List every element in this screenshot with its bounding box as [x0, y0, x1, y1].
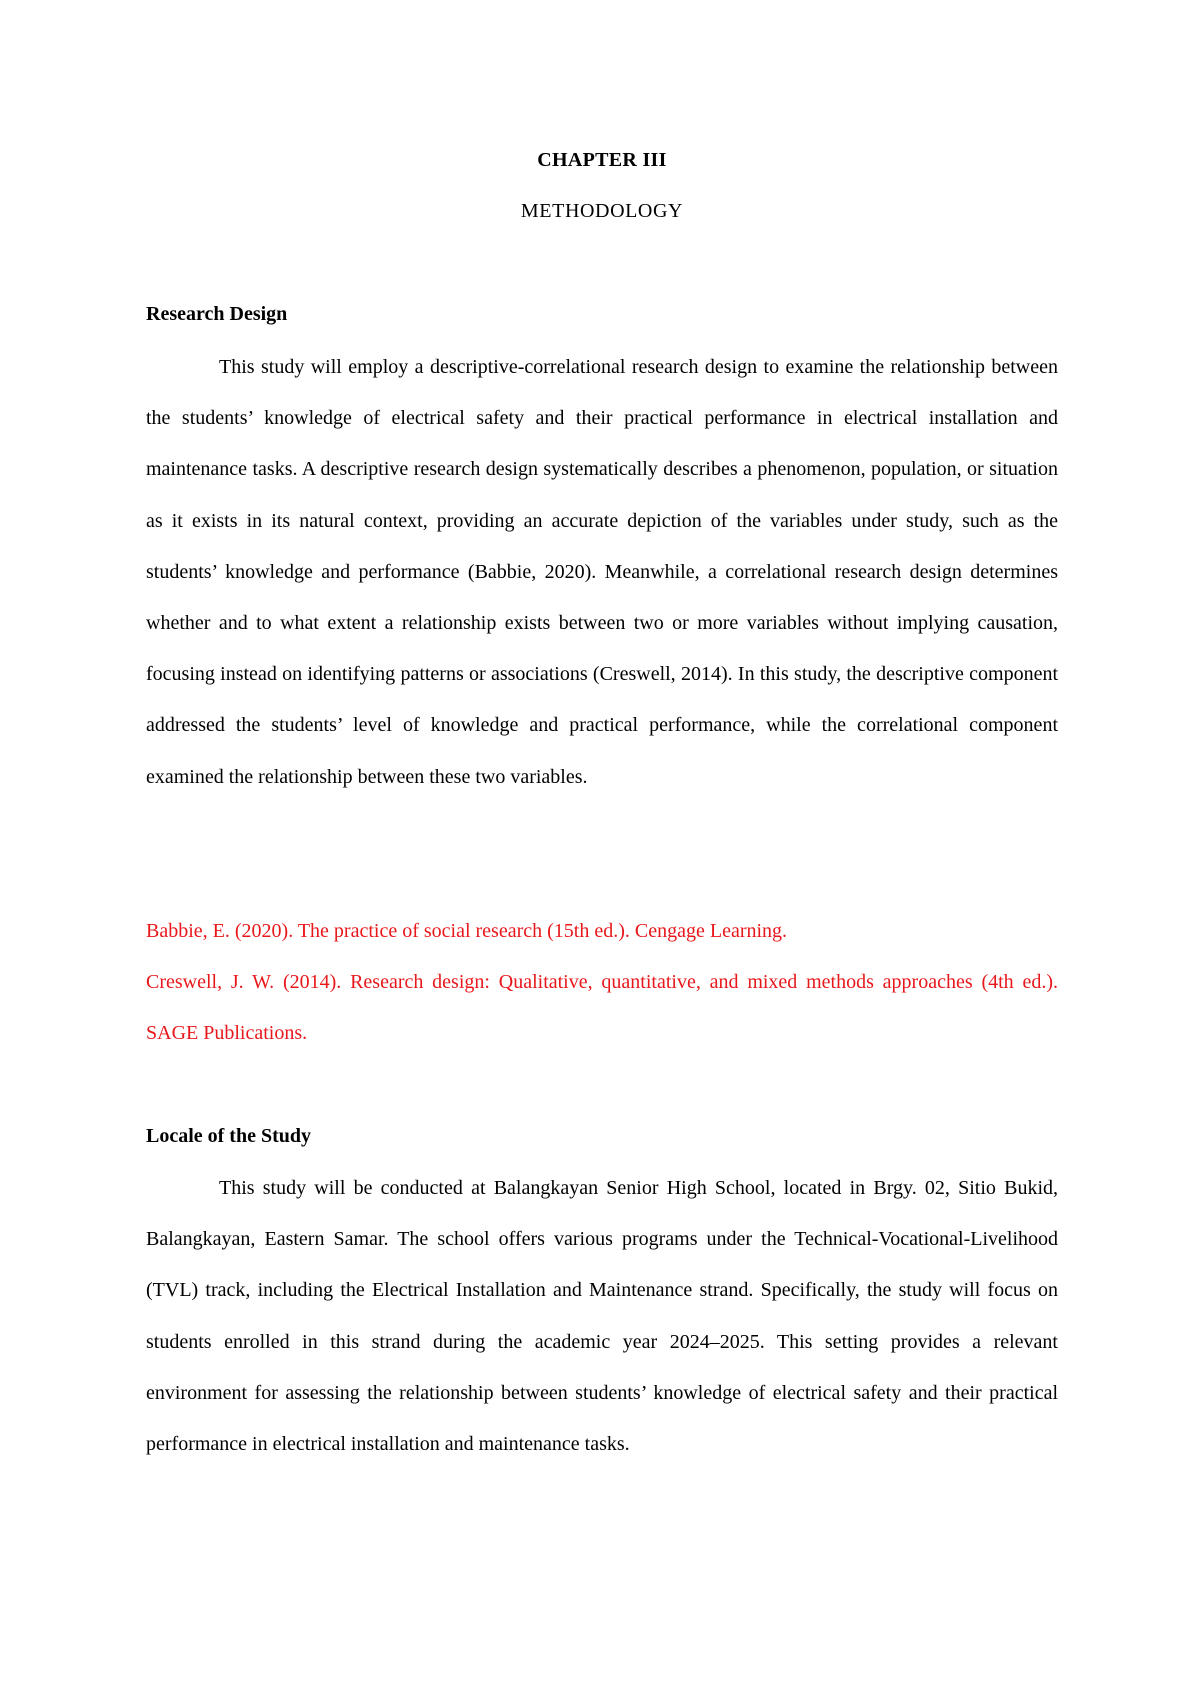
section-paragraph-research-design: This study will employ a descriptive-correlational research design to examine the relationship between the students’ knowledge of electrical safety and their practical performance in electrical installation and maintenance tasks. A descriptive research design systematically describes a phenomenon, population, or situation as it exists in its natural context, providing an accurate depiction of the variables under study, such as the students’ knowledge and performance (Babbie, 2020). Meanwhile, a correlational research design determines whether and to what extent a relationship exists between two or more variables without implying causation, focusing instead on identifying patterns or associations (Creswell, 2014). In this study, the descriptive component addressed the students’ level of knowledge and practical performance, while the correlational component examined the relationship between these two variables.	[146, 356, 1058, 788]
section-heading-research-design: Research Design	[146, 303, 288, 325]
chapter-number: CHAPTER III	[537, 149, 667, 171]
chapter-title: METHODOLOGY	[520, 200, 684, 222]
reference-entry: Creswell, J. W. (2014). Research design: Qualitative, quantitative, and mixed methods approaches (4th ed.). SAGE Publications.	[146, 971, 1058, 1045]
section-heading-locale: Locale of the Study	[146, 1125, 311, 1147]
reference-entry: Babbie, E. (2020). The practice of social research (15th ed.). Cengage Learning.	[146, 920, 788, 942]
section-paragraph-locale: This study will be conducted at Balangkayan Senior High School, located in Brgy. 02, Sitio Bukid, Balangkayan, Eastern Samar. The school offers various programs under the Technical-Vocational-Livelihood (TVL) track, including the Electrical Installation and Maintenance strand. Specifically, the study will focus on students enrolled in this strand during the academic year 2024–2025. This setting provides a relevant environment for assessing the relationship between students’ knowledge of electrical safety and their practical performance in electrical installation and maintenance tasks.	[146, 1177, 1058, 1456]
